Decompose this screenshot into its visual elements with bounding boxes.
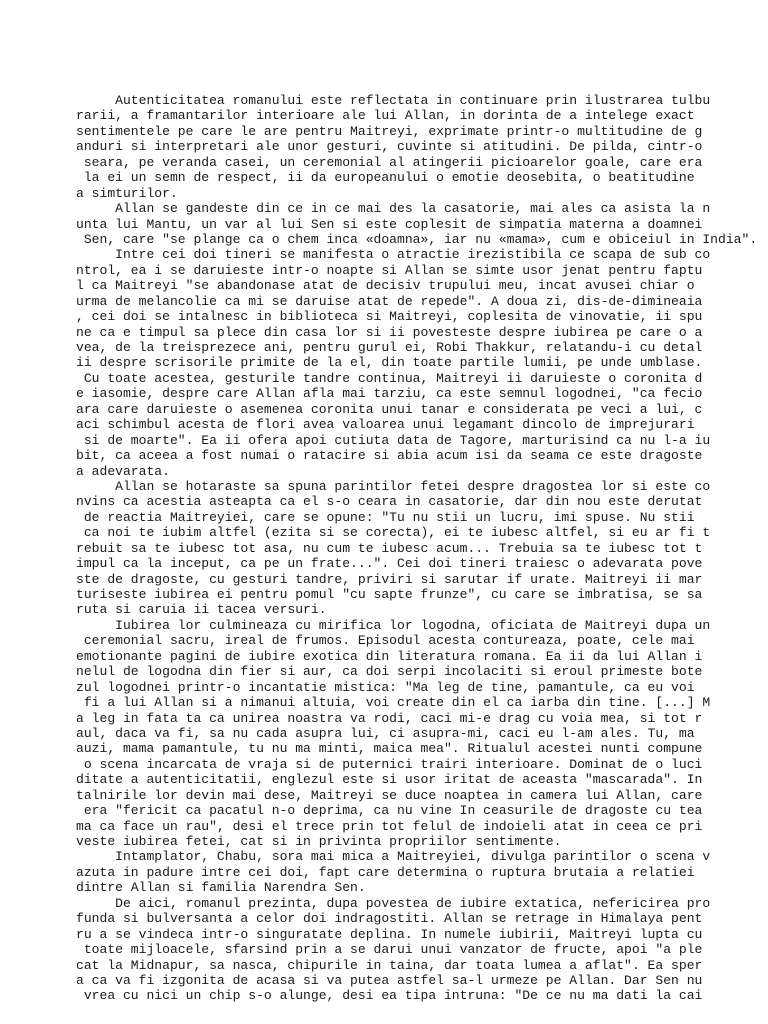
- text-line: ruta si caruia ii tacea versuri.: [76, 602, 327, 618]
- text-line: vrea cu nici un chip s-o alunge, desi ea tipa intruna: "De ce nu ma dati la cai: [76, 988, 703, 1004]
- text-line: vea, de la treisprezece ani, pentru gurul ei, Robi Thakkur, relatandu-i cu detal: [76, 340, 703, 355]
- text-line: Sen, care "se plange ca o chem inca «doamna», iar nu «mama», cum e obiceiul in India".: [76, 231, 758, 247]
- text-line: cat la Midnapur, sa nasca, chipurile in taina, dar toata lumea a aflat". Ea sper: [76, 957, 703, 973]
- text-line: auzi, mama pamantule, tu nu ma minti, maica mea". Ritualul acestei nunti compune: [76, 741, 703, 757]
- text-line: era "fericit ca pacatul n-o deprima, ca nu vine In ceasurile de dragoste cu tea: [76, 803, 703, 819]
- text-line: aul, daca va fi, sa nu cada asupra lui, ci asupra-mi, caci eu l-am ales. Tu, ma: [76, 725, 695, 741]
- text-line: rarii, a framantarilor interioare ale lui Allan, in dorinta de a intelege exact: [76, 108, 695, 124]
- text-line: aci schimbul acesta de flori avea valoarea unui legamant dincolo de imprejurari: [76, 417, 695, 433]
- text-line: a simturilor.: [76, 185, 178, 201]
- text-line: a adevarata.: [76, 463, 170, 479]
- text-line: si de moarte". Ea ii ofera apoi cutiuta data de Tagore, marturisind ca nu l-a iu: [76, 432, 711, 448]
- text-line: Allan se hotaraste sa spuna parintilor fetei despre dragostea lor si este co: [76, 478, 711, 494]
- body-text: [76, 93, 766, 1004]
- text-line: seara, pe veranda casei, un ceremonial al atingerii picioarelor goale, care era: [76, 154, 703, 170]
- text-line: De aici, romanul prezinta, dupa povestea de iubire extatica, nefericirea pro: [76, 895, 711, 911]
- text-line: Cu toate acestea, gesturile tandre continua, Maitreyi ii daruieste o coronita d: [76, 370, 703, 386]
- text-line: ceremonial sacru, ireal de frumos. Episodul acesta contureaza, poate, cele mai: [76, 633, 695, 649]
- text-line: funda si bulversanta a celor doi indragostiti. Allan se retrage in Himalaya pent: [76, 911, 703, 927]
- text-line: ara care daruieste o asemenea coronita unui tanar e considerata pe veci a lui, c: [76, 401, 703, 417]
- text-line: la ei un semn de respect, ii da europeanului o emotie deosebita, o beatitudine: [76, 170, 695, 186]
- text-line: zul logodnei printr-o incantatie mistica: "Ma leg de tine, pamantule, ca eu voi: [76, 679, 695, 695]
- text-line: e iasomie, despre care Allan afla mai tarziu, ca este semnul logodnei, "ca fecio: [76, 386, 703, 402]
- text-line: Allan se gandeste din ce in ce mai des la casatorie, mai ales ca asista la n: [76, 201, 711, 217]
- text-line: talnirile lor devin mai dese, Maitreyi se duce noaptea in camera lui Allan, care: [76, 787, 703, 803]
- text-line: a ca va fi izgonita de acasa si va putea astfel sa-l urmeze pe Allan. Dar Sen nu: [76, 972, 703, 988]
- text-line: ru a se vindeca intr-o singuratate deplina. In numele iubirii, Maitreyi lupta cu: [76, 926, 703, 942]
- text-line: ntrol, ea i se daruieste intr-o noapte si Allan se simte usor jenat pentru faptu: [76, 262, 703, 278]
- text-line: ne ca e timpul sa plece din casa lor si ii povesteste despre iubirea pe care o a: [76, 324, 703, 340]
- text-line: Autenticitatea romanului este reflectata in continuare prin ilustrarea tulbu: [76, 93, 711, 108]
- text-line: veste iubirea fetei, cat si in privinta propriilor sentimente.: [76, 834, 562, 849]
- text-line: ii despre scrisorile primite de la el, din toate partile lumii, pe unde umblase.: [76, 355, 703, 371]
- text-line: nvins ca acestia asteapta ca el s-o ceara in casatorie, dar din nou este derutat: [76, 494, 703, 510]
- text-line: turiseste iubirea ei pentru pomul "cu sapte frunze", cu care se imbratisa, se sa: [76, 587, 703, 602]
- text-line: nelul de logodna din fier si aur, ca doi serpi incolaciti si eroul primeste bote: [76, 664, 703, 680]
- text-line: a leg in fata ta ca unirea noastra va rodi, caci mi-e drag cu voia mea, si tot r: [76, 710, 703, 726]
- text-line: ma ca face un rau", desi el trece prin tot felul de indoieli atat in ceea ce pri: [76, 818, 703, 834]
- text-line: de reactia Maitreyiei, care se opune: "Tu nu stii un lucru, imi spuse. Nu stii: [76, 509, 695, 525]
- text-line: rebuit sa te iubesc tot asa, nu cum te iubesc acum... Trebuia sa te iubesc tot t: [76, 540, 703, 556]
- text-line: ditate a autenticitatii, englezul este si usor iritat de aceasta "mascarada". In: [76, 772, 703, 788]
- text-line: Intamplator, Chabu, sora mai mica a Maitreyiei, divulga parintilor o scena v: [76, 849, 711, 865]
- text-line: o scena incarcata de vraja si de puternici trairi interioare. Dominat de o luci: [76, 756, 703, 772]
- text-line: l ca Maitreyi "se abandonase atat de decisiv trupului meu, incat avusei chiar o: [76, 278, 695, 294]
- text-line: fi a lui Allan si a nimanui altuia, voi create din el ca iarba din tine. [...] M: [76, 695, 711, 711]
- text-line: toate mijloacele, sfarsind prin a se darui unui vanzator de fructe, apoi "a ple: [76, 942, 703, 958]
- text-line: anduri si interpretari ale unor gesturi, cuvinte si atitudini. De pilda, cintr-o: [76, 139, 703, 155]
- text-line: sentimentele pe care le are pentru Maitreyi, exprimate printr-o multitudine de g: [76, 123, 703, 139]
- text-line: , cei doi se intalnesc in biblioteca si Maitreyi, coplesita de vinovatie, ii spu: [76, 309, 703, 325]
- text-line: urma de melancolie ca mi se daruise atat de repede". A doua zi, dis-de-dimineaia: [76, 293, 703, 309]
- text-line: emotionante pagini de iubire exotica din literatura romana. Ea ii da lui Allan i: [76, 648, 703, 664]
- text-line: bit, ca aceea a fost numai o ratacire si abia acum isi da seama ce este dragoste: [76, 448, 703, 464]
- text-line: ste de dragoste, cu gesturi tandre, priviri si sarutar if urate. Maitreyi ii mar: [76, 571, 703, 587]
- text-line: Intre cei doi tineri se manifesta o atractie irezistibila ce scapa de sub co: [76, 247, 711, 263]
- text-line: ca noi te iubim altfel (ezita si se corecta), ei te iubesc altfel, si eu ar fi t: [76, 525, 711, 541]
- text-line: Iubirea lor culmineaza cu mirifica lor logodna, oficiata de Maitreyi dupa un: [76, 617, 711, 633]
- text-line: dintre Allan si familia Narendra Sen.: [76, 880, 366, 896]
- text-line: impul ca la inceput, ca pe un frate...". Cei doi tineri traiesc o adevarata pove: [76, 556, 703, 572]
- text-line: azuta in padure intre cei doi, fapt care determina o ruptura brutaia a relatiei: [76, 864, 695, 880]
- text-line: unta lui Mantu, un var al lui Sen si este coplesit de simpatia materna a doamnei: [76, 216, 703, 232]
